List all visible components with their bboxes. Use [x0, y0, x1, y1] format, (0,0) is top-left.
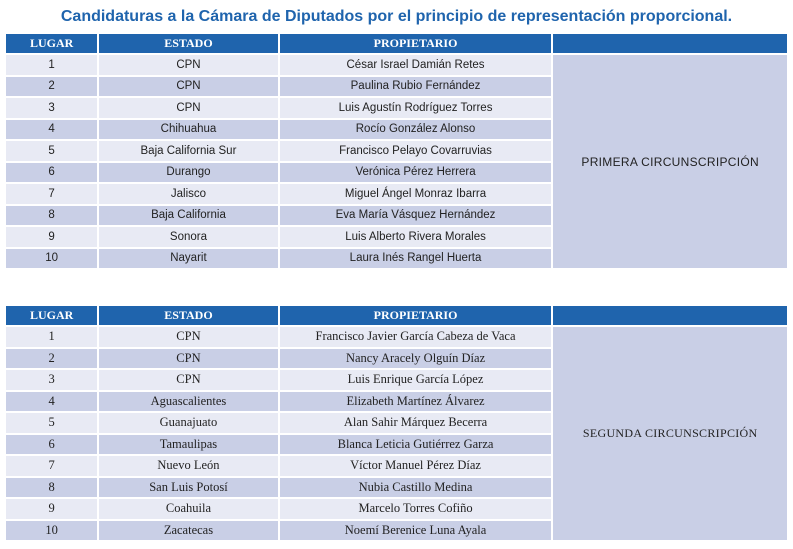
cell-estado: Sonora — [99, 227, 277, 247]
cell-estado: San Luis Potosí — [99, 478, 277, 498]
cell-estado: CPN — [99, 77, 277, 97]
header-blank — [553, 34, 787, 53]
candidates-table-segunda — [4, 304, 789, 542]
cell-estado: Baja California — [99, 206, 277, 226]
table-header-row — [6, 34, 787, 53]
cell-lugar: 3 — [6, 370, 97, 390]
cell-estado: Coahuila — [99, 499, 277, 519]
cell-propietario: Marcelo Torres Cofiño — [280, 499, 552, 519]
table-body — [6, 327, 787, 540]
cell-propietario: Francisco Javier García Cabeza de Vaca — [280, 327, 552, 347]
table-header-row — [6, 306, 787, 325]
cell-propietario: Rocío González Alonso — [280, 120, 552, 140]
cell-lugar: 2 — [6, 349, 97, 369]
cell-estado: CPN — [99, 55, 277, 75]
cell-propietario: Víctor Manuel Pérez Díaz — [280, 456, 552, 476]
cell-propietario: Nancy Aracely Olguín Díaz — [280, 349, 552, 369]
header-estado: ESTADO — [99, 306, 277, 325]
cell-lugar: 7 — [6, 184, 97, 204]
header-estado: ESTADO — [99, 34, 277, 53]
cell-lugar: 10 — [6, 521, 97, 541]
cell-lugar: 6 — [6, 435, 97, 455]
cell-lugar: 1 — [6, 55, 97, 75]
cell-estado: CPN — [99, 349, 277, 369]
cell-estado: CPN — [99, 370, 277, 390]
cell-estado: Nuevo León — [99, 456, 277, 476]
table-row — [6, 55, 787, 75]
cell-estado: Guanajuato — [99, 413, 277, 433]
cell-propietario: Miguel Ángel Monraz Ibarra — [280, 184, 552, 204]
cell-estado: Tamaulipas — [99, 435, 277, 455]
cell-propietario: Blanca Leticia Gutiérrez Garza — [280, 435, 552, 455]
header-propietario: PROPIETARIO — [280, 306, 552, 325]
cell-lugar: 2 — [6, 77, 97, 97]
cell-estado: Baja California Sur — [99, 141, 277, 161]
cell-estado: CPN — [99, 98, 277, 118]
cell-lugar: 1 — [6, 327, 97, 347]
cell-lugar: 8 — [6, 478, 97, 498]
cell-lugar: 4 — [6, 392, 97, 412]
cell-estado: Zacatecas — [99, 521, 277, 541]
cell-lugar: 9 — [6, 499, 97, 519]
cell-propietario: Luis Alberto Rivera Morales — [280, 227, 552, 247]
table-body — [6, 55, 787, 268]
header-propietario: PROPIETARIO — [280, 34, 552, 53]
header-blank — [553, 306, 787, 325]
cell-lugar: 4 — [6, 120, 97, 140]
circunscripcion-label: SEGUNDA CIRCUNSCRIPCIÓN — [553, 327, 787, 540]
page-title: Candidaturas a la Cámara de Diputados por el principio de representación proporcional. — [60, 8, 733, 25]
cell-lugar: 9 — [6, 227, 97, 247]
cell-lugar: 5 — [6, 413, 97, 433]
cell-propietario: Paulina Rubio Fernández — [280, 77, 552, 97]
cell-estado: CPN — [99, 327, 277, 347]
cell-propietario: Luis Enrique García López — [280, 370, 552, 390]
table-row — [6, 327, 787, 347]
cell-lugar: 3 — [6, 98, 97, 118]
cell-propietario: Francisco Pelayo Covarruvias — [280, 141, 552, 161]
cell-propietario: Luis Agustín Rodríguez Torres — [280, 98, 552, 118]
cell-estado: Nayarit — [99, 249, 277, 269]
header-lugar: LUGAR — [6, 306, 97, 325]
cell-propietario: Noemí Berenice Luna Ayala — [280, 521, 552, 541]
cell-estado: Chihuahua — [99, 120, 277, 140]
cell-propietario: César Israel Damián Retes — [280, 55, 552, 75]
candidates-table-primera — [4, 32, 789, 270]
cell-estado: Jalisco — [99, 184, 277, 204]
cell-propietario: Elizabeth Martínez Álvarez — [280, 392, 552, 412]
cell-lugar: 8 — [6, 206, 97, 226]
cell-lugar: 10 — [6, 249, 97, 269]
cell-estado: Durango — [99, 163, 277, 183]
cell-lugar: 6 — [6, 163, 97, 183]
cell-propietario: Alan Sahir Márquez Becerra — [280, 413, 552, 433]
cell-propietario: Verónica Pérez Herrera — [280, 163, 552, 183]
cell-propietario: Nubia Castillo Medina — [280, 478, 552, 498]
cell-estado: Aguascalientes — [99, 392, 277, 412]
cell-propietario: Eva María Vásquez Hernández — [280, 206, 552, 226]
cell-propietario: Laura Inés Rangel Huerta — [280, 249, 552, 269]
header-lugar: LUGAR — [6, 34, 97, 53]
circunscripcion-label: PRIMERA CIRCUNSCRIPCIÓN — [553, 55, 787, 268]
cell-lugar: 5 — [6, 141, 97, 161]
cell-lugar: 7 — [6, 456, 97, 476]
